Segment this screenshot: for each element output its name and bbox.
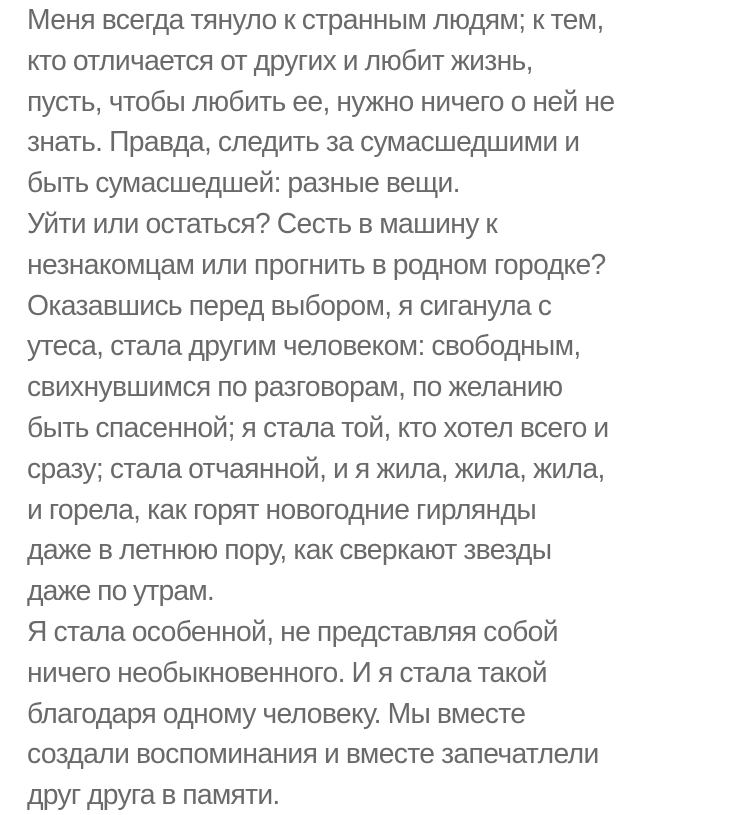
text-line: Меня всегда тянуло к странным людям; к тем, (27, 3, 604, 35)
story-text (27, 0, 749, 815)
text-line: утеса, стала другим человеком: свободным, (27, 329, 581, 362)
text-line: даже в летнюю пору, как сверкают звезды (27, 533, 552, 566)
text-line: ничего необыкновенного. И я стала такой (27, 655, 547, 688)
text-line: пусть, чтобы любить ее, нужно ничего о ней не (27, 84, 615, 117)
text-line: Уйти или остаться? Сесть в машину к (27, 206, 498, 239)
text-line: незнакомцам или прогнить в родном городке? (27, 247, 606, 280)
text-line: даже по утрам. (27, 574, 214, 607)
text-line: быть сумасшедшей: разные вещи. (27, 166, 460, 199)
text-line: благодаря одному человеку. Мы вместе (27, 696, 526, 729)
text-line: знать. Правда, следить за сумасшедшими и (27, 125, 580, 158)
text-line: друг друга в памяти. (27, 778, 280, 811)
text-line: и горела, как горят новогодние гирлянды (27, 492, 537, 525)
text-line: быть спасенной; я стала той, кто хотел всего и (27, 410, 609, 443)
text-line: кто отличается от других и любит жизнь, (27, 43, 533, 76)
text-line: свихнувшимся по разговорам, по желанию (27, 370, 563, 403)
text-line: Оказавшись перед выбором, я сиганула с (27, 288, 552, 321)
text-line: сразу; стала отчаянной, и я жила, жила, жила, (27, 451, 605, 484)
text-line: создали воспоминания и вместе запечатлели (27, 737, 599, 770)
text-line: Я стала особенной, не представляя собой (27, 614, 558, 647)
